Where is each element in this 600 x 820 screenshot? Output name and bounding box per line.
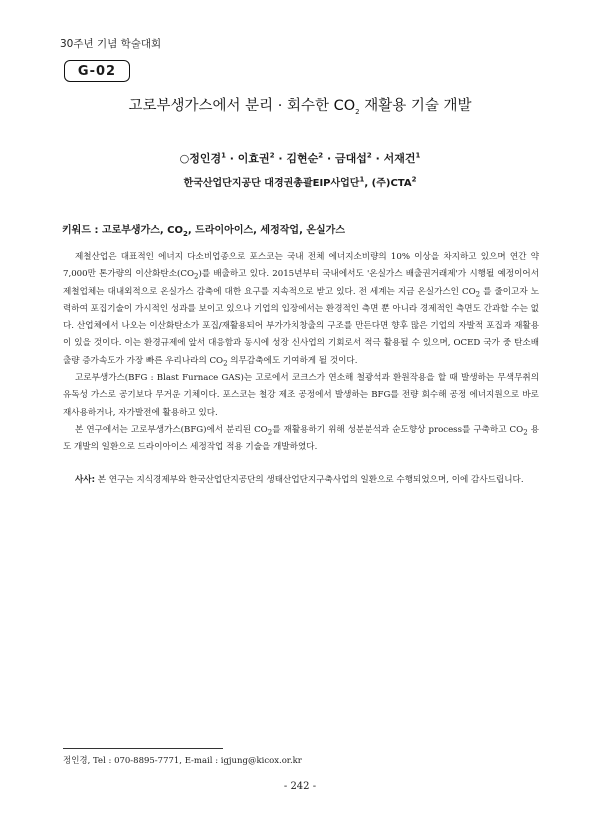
- footnote-divider: [63, 748, 223, 749]
- author-name: ○정인경: [179, 152, 222, 165]
- affiliations: 한국산업단지공단 대경권총괄EIP사업단$^1$, (주)CTA$^2$: [183, 175, 417, 189]
- page-number: - 242 -: [283, 781, 317, 792]
- paper-title: 고로부생가스에서 분리 · 회수한 $CO_2$ 재활용 기술 개발: [128, 98, 472, 116]
- footnote-contact: 정인경, Tel : 070-8895-7771, E-mail : igjung@kicox.or.kr: [63, 756, 302, 766]
- paragraph-3: 본 연구에서는 고로부생가스(BFG)에서 분리된 $CO_2$를 재활용하기 위해 성분분석과 순도향상 process를 구축하고 $CO_2$ 용도 개발의 일환으로 드라이아이스 세정작업 적용 기술을 개발하였다.: [63, 424, 539, 453]
- acknowledgement: 사사: 본 연구는 지식경제부와 한국산업단지공단의 생태산업단지구축사업의 일환으로 수행되었으며, 이에 감사드립니다.: [75, 475, 524, 485]
- abstract-body: [63, 249, 539, 457]
- author-name: 서재건: [383, 152, 416, 165]
- author-name: 김현순: [286, 152, 319, 165]
- author-list: ○정인경$^1$ · 이효권$^2$ · 김현순$^2$ · 금대섭$^2$ · 서재건$^1$: [179, 151, 421, 165]
- paragraph-1: 제철산업은 대표적인 에너지 다소비업종으로 포스코는 국내 전체 에너지소비량의 10% 이상을 차지하고 있으며 연간 약 7,000만 톤가량의 이산화탄소$(CO_2)$를 배출하고 있다. 2015년부터 국내에서도 '온실가스 배출권거래제'가 시행될 예정이어서 제철업체는 대내외적으로 온실가스 감축에 대한 요구를 지속적으로 받고 있다. 전 세계는 지금 온실가스인 $CO_2$ 를 줄이고자 노력하여 포집기술이 가시적인 성과를 보이고 있으나 기업의 입장에서는 환경적인 측면 뿐 아니라 경제적인 측면도 간과할 수는 없다. 산업체에서 나오는 이산화탄소가 포집/재활용되어 부가가치창출의 구조를 만든다면 향후 많은 기업의 자발적 포집과 재활용이 있을 것이다. 이는 환경규제에 앞서 대응함과 동시에 성장 신사업의 기회로서 적극 활용될 수 있으며, OCED 국가 중 탄소배출량 증가속도가 가장 빠른 우리나라의 $CO_2$ 의무감축에도 기여하게 될 것이다.: [63, 252, 539, 368]
- acknowledgement-label: 사사:: [75, 475, 96, 485]
- paragraph-2: 고로부생가스(BFG : Blast Furnace GAS)는 고로에서 코크스가 연소해 철광석과 환원작용을 할 때 발생하는 무색무취의 유독성 가스로 공기보다 무거운 기체이다. 포스코는 철강 제조 공정에서 발생하는 BFG를 전량 회수해 공정 에너지원으로 바로 재사용하거나, 자가발전에 활용하고 있다.: [63, 373, 539, 418]
- conference-header: 30주년 기념 학술대회: [60, 38, 162, 50]
- author-name: 금대섭: [335, 152, 367, 165]
- session-code-badge: G-02: [64, 60, 130, 82]
- keywords: 키워드 : 고로부생가스, $CO_2$, 드라이아이스, 세정작업, 온실가스: [62, 225, 345, 238]
- author-name: 이효권: [237, 152, 270, 165]
